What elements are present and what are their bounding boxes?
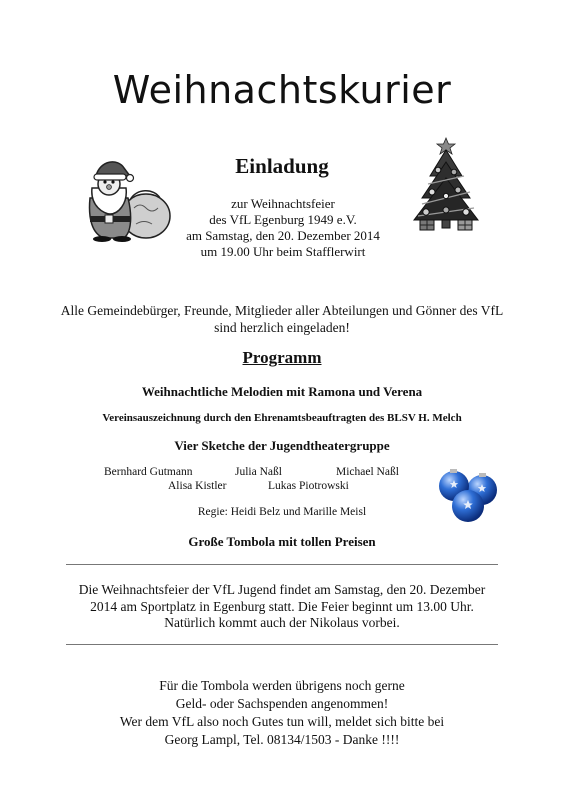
footer-line: Für die Tombola werden übrigens noch gerne [159,678,405,693]
youth-party-line: Die Weihnachtsfeier der VfL Jugend findet am Samstag, den 20. Dezember [78,582,486,597]
footer-line: Wer dem VfL also noch Gutes tun will, meldet sich bitte bei [119,714,445,729]
masthead-title: Weihnachtskurier [112,68,452,112]
program-title: Programm [242,348,322,367]
footer-line: Geld- oder Sachspenden angenommen! [175,696,389,711]
santa-clipart-icon [74,158,174,242]
youth-party-line: 2014 am Sportplatz in Egenburg statt. Die Feier beginnt um 13.00 Uhr. [90,598,474,614]
invitation-line: um 19.00 Uhr beim Stafflerwirt [200,244,366,259]
program-item: Große Tombola mit tollen Preisen [188,534,376,549]
invitation-line: am Samstag, den 20. Dezember 2014 [186,228,380,243]
cast-member: Alisa Kistler [168,480,227,492]
section-divider [66,644,498,645]
cast-member: Bernhard Gutmann [104,466,193,478]
footer-contact-line: Georg Lampl, Tel. 08134/1503 - Danke !!!! [164,732,400,747]
christmas-tree-icon [410,136,482,232]
cast-member: Lukas Piotrowski [268,480,349,492]
cast-member: Julia Naßl [235,466,282,478]
invitation-line: zur Weihnachtsfeier [231,196,335,211]
invitation-details [160,196,406,260]
program-item: Vereinsauszeichnung durch den Ehrenamtsbeauftragten des BLSV H. Melch [102,412,462,424]
section-divider [66,564,498,565]
cast-member: Michael Naßl [336,466,399,478]
direction-credit: Regie: Heidi Belz und Marille Meisl [197,506,367,518]
program-item: Vier Sketche der Jugendtheatergruppe [174,438,390,453]
invitation-line: des VfL Egenburg 1949 e.V. [209,212,357,227]
invitation-heading: Einladung [235,154,329,178]
youth-party-line: Natürlich kommt auch der Nikolaus vorbei. [164,615,400,630]
intro-paragraph: Alle Gemeindebürger, Freunde, Mitglieder aller Abteilungen und Gönner des VfL sind herzlich eingeladen! [60,303,504,335]
youth-party-paragraph [40,582,524,632]
program-item: Weihnachtliche Melodien mit Ramona und Verena [141,384,423,399]
